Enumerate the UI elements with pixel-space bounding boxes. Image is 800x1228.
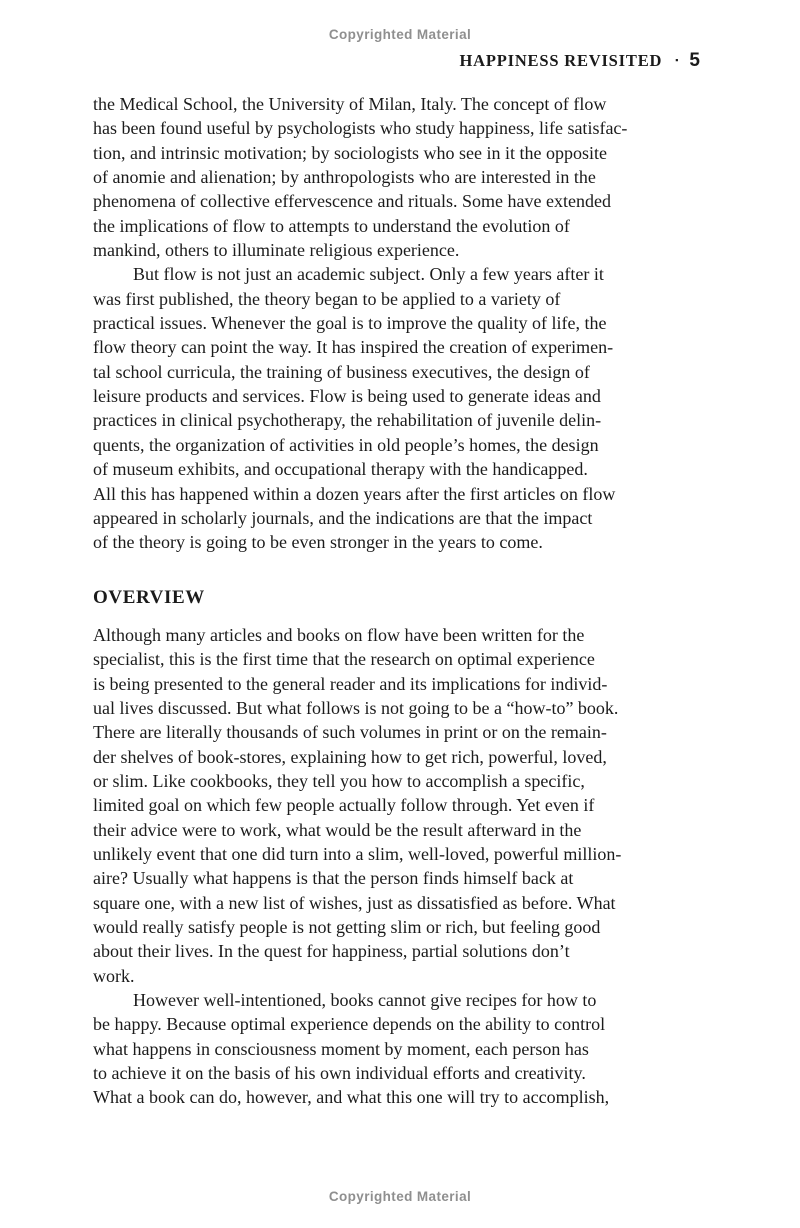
page-number: 5 xyxy=(689,50,700,71)
copyright-watermark-bottom: Copyrighted Material xyxy=(328,1189,472,1204)
text-line: to achieve it on the basis of his own individual efforts and creativity. xyxy=(93,1063,586,1084)
square-bullet-icon: ▪ xyxy=(675,55,679,65)
text-line: practices in clinical psychotherapy, the rehabilitation of juvenile delin- xyxy=(93,410,602,431)
text-line: There are literally thousands of such volumes in print or on the remain- xyxy=(93,722,607,743)
page-body xyxy=(93,92,707,1110)
paragraph xyxy=(93,262,707,554)
text-line: be happy. Because optimal experience depends on the ability to control xyxy=(93,1014,606,1035)
running-head xyxy=(93,50,700,72)
text-line: what happens in consciousness moment by moment, each person has xyxy=(93,1038,589,1059)
text-line: practical issues. Whenever the goal is to improve the quality of life, the xyxy=(93,313,607,334)
text-line: was first published, the theory began to be applied to a variety of xyxy=(93,288,561,309)
text-line: aire? Usually what happens is that the person finds himself back at xyxy=(93,868,574,889)
paragraph xyxy=(93,92,707,262)
text-line: the implications of flow to attempts to understand the evolution of xyxy=(93,215,570,236)
text-line: tal school curricula, the training of business executives, the design of xyxy=(93,361,590,382)
text-line: would really satisfy people is not getting slim or rich, but feeling good xyxy=(93,917,601,937)
text-line: All this has happened within a dozen years after the first articles on flow xyxy=(93,483,616,504)
text-line: or slim. Like cookbooks, they tell you how to accomplish a specific, xyxy=(93,770,585,791)
text-line: flow theory can point the way. It has inspired the creation of experimen- xyxy=(93,337,614,358)
text-line: phenomena of collective effervescence and rituals. Some have extended xyxy=(93,191,611,212)
text-line: limited goal on which few people actually follow through. Yet even if xyxy=(93,795,595,816)
section-heading: OVERVIEW xyxy=(93,586,205,608)
text-line: leisure products and services. Flow is being used to generate ideas and xyxy=(93,386,601,407)
text-line: their advice were to work, what would be the result afterward in the xyxy=(93,819,582,840)
text-line: the Medical School, the University of Milan, Italy. The concept of flow xyxy=(93,94,607,114)
text-line: Although many articles and books on flow have been written for the xyxy=(93,624,585,645)
text-line: square one, with a new list of wishes, just as dissatisfied as before. What xyxy=(93,892,616,913)
copyright-watermark-top: Copyrighted Material xyxy=(328,27,472,42)
text-line: tion, and intrinsic motivation; by sociologists who see in it the opposite xyxy=(93,142,607,163)
text-line: unlikely event that one did turn into a slim, well-loved, powerful million- xyxy=(93,843,622,864)
text-line: But flow is not just an academic subject. Only a few years after it xyxy=(133,264,604,285)
text-line: is being presented to the general reader and its implications for individ- xyxy=(93,673,608,694)
text-line: has been found useful by psychologists who study happiness, life satisfac- xyxy=(93,118,628,139)
text-line: of museum exhibits, and occupational therapy with the handicapped. xyxy=(93,459,588,480)
running-head-title: HAPPINESS REVISITED xyxy=(459,51,663,70)
text-line: work. xyxy=(93,965,135,986)
text-line: of anomie and alienation; by anthropologists who are interested in the xyxy=(93,167,596,188)
paragraph xyxy=(93,988,707,1110)
text-line: appeared in scholarly journals, and the indications are that the impact xyxy=(93,507,593,528)
paragraph xyxy=(93,623,707,988)
text-line: However well-intentioned, books cannot give recipes for how to xyxy=(133,990,597,1011)
text-line: ual lives discussed. But what follows is not going to be a “how-to” book. xyxy=(93,697,619,718)
text-line: mankind, others to illuminate religious experience. xyxy=(93,240,460,261)
text-line: der shelves of book-stores, explaining how to get rich, powerful, loved, xyxy=(93,746,607,767)
text-line: of the theory is going to be even stronger in the years to come. xyxy=(93,532,543,553)
text-line: quents, the organization of activities in old people’s homes, the design xyxy=(93,434,599,455)
text-line: specialist, this is the first time that the research on optimal experience xyxy=(93,649,595,670)
text-line: What a book can do, however, and what this one will try to accomplish, xyxy=(93,1087,610,1108)
text-line: about their lives. In the quest for happiness, partial solutions don’t xyxy=(93,941,570,962)
